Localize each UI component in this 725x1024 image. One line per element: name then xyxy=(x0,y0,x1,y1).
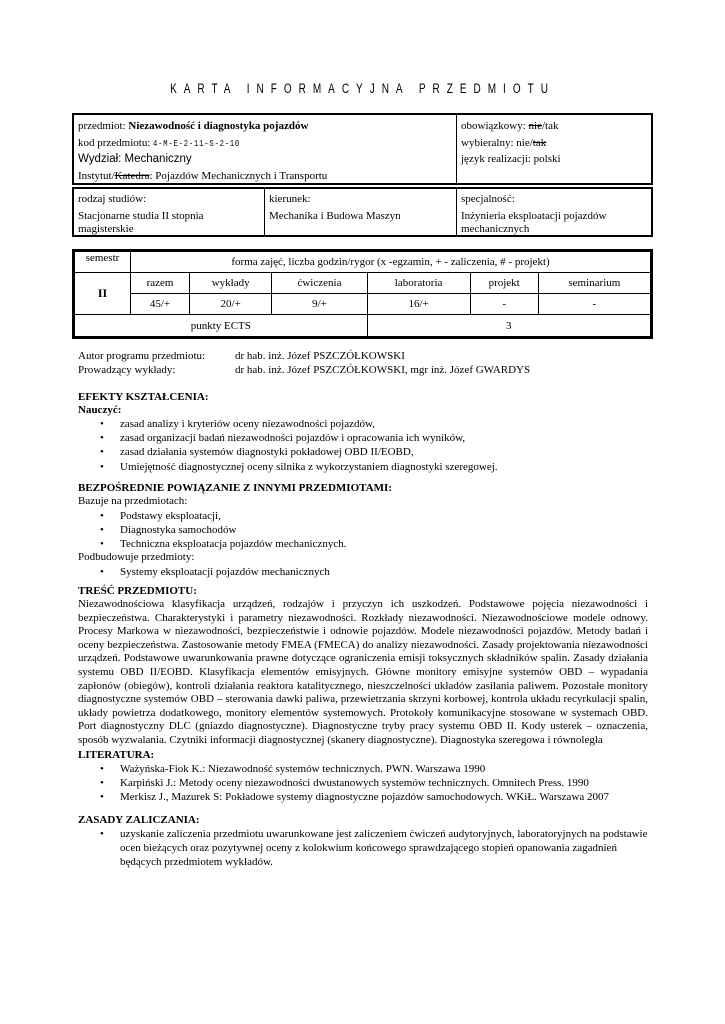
mandatory-struck: nie xyxy=(528,120,542,132)
rules-list xyxy=(78,827,648,870)
based-label: Bazuje na przedmiotach: xyxy=(78,495,188,507)
specialty-label: specjalność: xyxy=(461,193,515,205)
list-item: • zasad analizy i kryteriów oceny niezawodności pojazdów, xyxy=(78,417,658,431)
effects-subheading: Nauczyć: xyxy=(78,404,122,416)
author-label: Autor programu przedmiotu: xyxy=(78,350,206,362)
subject-label: przedmiot: xyxy=(78,120,126,132)
builds-list xyxy=(78,565,658,579)
ects-value: 3 xyxy=(367,315,650,337)
based-list xyxy=(78,509,658,552)
content-text: Niezawodnościowa klasyfikacja urządzeń, rodzajów i przyczyn ich uszkodzeń. Podstawowe pojęcia niezawodności i bezpieczeństwa. Charakterystyki i parametry niezawodności. Rozkłady niezawodności. Niezawodnościowe modele odnowy. Procesy Markowa w niezawodności, bezpieczeństwie i odnowie pojazdów. Modele niezawodności pojazdów. Metody badań i oceny bezpieczeństwa. Zastosowanie metody FMEA (FMECA) do analizy niezawodności. Zasady projektowania niezawodności urządzeń. Podstawowe uwarunkowania prawne dotyczące ograniczenia emisji toksycznych składników spalin. Zasady działania systemu OBD II/EOBD. Klasyfikacja elementów emisyjnych. Główne monitory emisyjne systemów OBD – wypadania zapłonów (obiegów), kontroli działania reaktora katalitycznego, nieszczelności układów zasilania paliwem. Pozostałe monitory diagnostyczne systemów OBD – sterowania dawki paliwa, przewietrzania skrzyni korbowej, kontrola układu recyrkulacji spalin, układy powietrza dodatkowego, monitory elementów systemowych. Protokoły komunikacyjne stosowane w systemach OBD. Port diagnostyczny DLC (gniazdo diagnostyczne). Diagnostyczne tryby pracy systemu OBD II. Kody usterek – oznaczenia, sposób wyzwalania. Czytniki informacji diagnostycznej (skanery diagnostyczne). Diagnostyka szeregowa i równoległa xyxy=(78,598,648,746)
author-value: dr hab. inż. Józef PSZCZÓŁKOWSKI xyxy=(235,350,405,362)
mandatory-value: /tak xyxy=(541,120,559,132)
elective-line xyxy=(461,137,651,150)
effects-section xyxy=(78,391,658,474)
study-type-label: rodzaj studiów: xyxy=(78,193,147,205)
mandatory-label: obowiązkowy: xyxy=(461,120,529,132)
literature-heading: LITERATURA: xyxy=(78,749,155,761)
col-value: 45/+ xyxy=(131,294,190,315)
relations-section xyxy=(78,482,658,579)
mandatory-line xyxy=(461,120,651,133)
ects-label: punkty ECTS xyxy=(75,315,368,337)
list-item: • Ważyńska-Fiok K.: Niezawodność systemów technicznych. PWN. Warszawa 1990 xyxy=(78,762,658,776)
rules-section xyxy=(78,814,648,870)
effects-heading: EFEKTY KSZTAŁCENIA: xyxy=(78,391,209,403)
list-item: • zasad organizacji badań niezawodności pojazdów i opracowania ich wyników, xyxy=(78,431,658,445)
forms-header: forma zajęć, liczba godzin/rygor (x -egzamin, + - zaliczenia, # - projekt) xyxy=(131,252,651,273)
list-item: • Karpiński J.: Metody oceny niezawodności dwustanowych systemów technicznych. Omnitech Press. 1990 xyxy=(78,776,658,790)
col-header: wykłady xyxy=(190,272,272,294)
subject-name: Niezawodność i diagnostyka pojazdów xyxy=(128,120,309,132)
specialty-value: Inżynieria eksploatacji pojazdów mechanicznych xyxy=(461,210,607,235)
institute-struck: Katedra xyxy=(114,170,150,182)
lecturer-label: Prowadzący wykłady: xyxy=(78,364,176,376)
col-value: 20/+ xyxy=(190,294,272,315)
relations-heading: BEZPOŚREDNIE POWIĄZANIE Z INNYMI PRZEDMIOTAMI: xyxy=(78,482,392,494)
col-header: seminarium xyxy=(538,272,650,294)
code-label: kod przedmiotu: xyxy=(78,137,151,149)
document-title: KARTA INFORMACYJNA PRZEDMIOTU xyxy=(170,81,555,98)
elective-label: wybieralny: nie/ xyxy=(461,137,533,149)
content-section xyxy=(78,585,648,748)
col-value: - xyxy=(470,294,538,315)
list-item: • Podstawy eksploatacji, xyxy=(78,509,658,523)
semester-table xyxy=(74,251,651,337)
col-header: projekt xyxy=(470,272,538,294)
lecturer-value: dr hab. inż. Józef PSZCZÓŁKOWSKI, mgr inż. Józef GWARDYS xyxy=(235,364,531,376)
rules-heading: ZASADY ZALICZANIA: xyxy=(78,814,200,826)
study-info-box xyxy=(72,187,653,237)
builds-label: Podbudowuje przedmioty: xyxy=(78,551,195,564)
list-item: • Techniczna eksploatacja pojazdów mechanicznych. xyxy=(78,537,658,551)
list-item: • Systemy eksploatacji pojazdów mechanicznych xyxy=(78,565,658,579)
col-header: ćwiczenia xyxy=(272,272,367,294)
literature-section xyxy=(78,749,658,805)
col-value: - xyxy=(538,294,650,315)
study-type-value: Stacjonarne studia II stopnia magisterskie xyxy=(78,210,204,235)
elective-struck: tak xyxy=(532,137,547,149)
institute-rest: : Pojazdów Mechanicznych i Transportu xyxy=(149,170,328,182)
code-line xyxy=(78,137,453,151)
list-item: • Umiejętność diagnostycznej oceny silnika z wykorzystaniem diagnostyki szeregowej. xyxy=(78,460,658,474)
list-item: • Merkisz J., Mazurek S: Pokładowe systemy diagnostyczne pojazdów samochodowych. WKiŁ. Warszawa 2007 xyxy=(78,790,658,804)
institute-line xyxy=(78,170,453,183)
direction-value: Mechanika i Budowa Maszyn xyxy=(269,210,401,222)
col-header: razem xyxy=(131,272,190,294)
effects-list xyxy=(78,417,658,474)
semester-value: II xyxy=(75,272,131,314)
subject-line xyxy=(78,120,453,133)
subject-info-box xyxy=(72,113,653,185)
language: język realizacji: polski xyxy=(461,153,561,165)
direction-label: kierunek: xyxy=(269,193,311,205)
code-value: 4-M-E-2-11-S-2-10 xyxy=(153,139,241,149)
col-value: 9/+ xyxy=(272,294,367,315)
institute-prefix: Instytut/ xyxy=(78,170,115,182)
list-item: • uzyskanie zaliczenia przedmiotu uwarunkowane jest zaliczeniem ćwiczeń audytoryjnych, laboratoryjnych na podstawie ocen bieżących oraz pozytywnej oceny z kolokwium końcowego sprawdzającego stopień opanowania zagadnień będących przedmiotem wykładów. xyxy=(78,827,648,870)
semester-label: semestr xyxy=(75,252,131,273)
col-header: laboratoria xyxy=(367,272,470,294)
list-item: • Diagnostyka samochodów xyxy=(78,523,658,537)
faculty: Wydział: Mechaniczny xyxy=(78,153,192,165)
list-item: • zasad działania systemów diagnostyki pokładowej OBD II/EOBD, xyxy=(78,445,658,459)
col-value: 16/+ xyxy=(367,294,470,315)
literature-list xyxy=(78,762,658,805)
content-heading: TREŚĆ PRZEDMIOTU: xyxy=(78,585,197,597)
